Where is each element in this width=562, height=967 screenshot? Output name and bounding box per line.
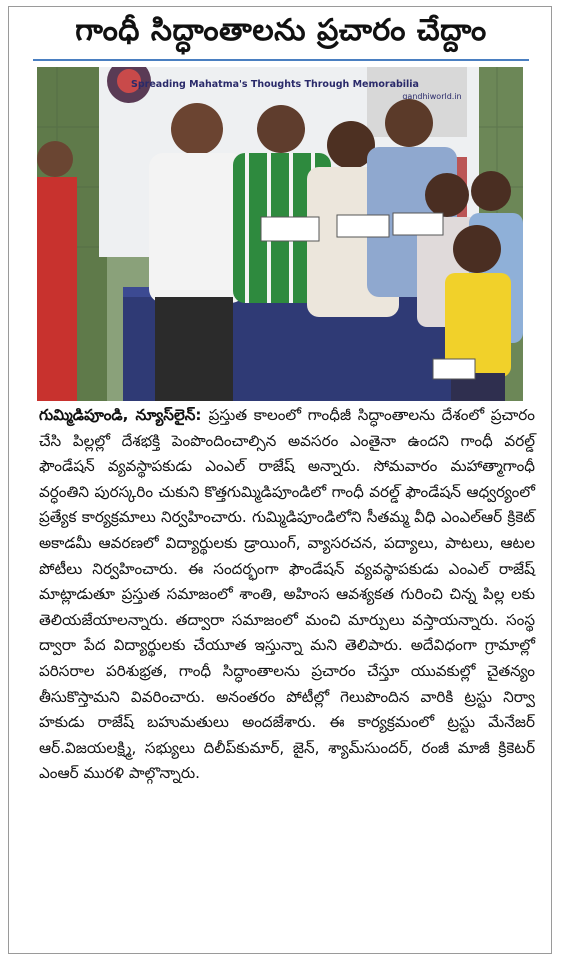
headline-rule <box>33 59 529 61</box>
news-photo <box>37 67 523 401</box>
dateline: గుమ్మిడిపూండి, న్యూస్‌లైన్: <box>39 406 209 424</box>
article-clipping <box>8 6 552 954</box>
photo-illustration <box>37 67 523 401</box>
headline: గాంధీ సిద్ధాంతాలను ప్రచారం చేద్దాం <box>75 13 487 48</box>
banner-text: Spreading Mahatma's Thoughts Through Memorabilia <box>131 79 419 90</box>
banner-url: gandhiworld.in <box>402 92 462 101</box>
article-body: ప్రస్తుత కాలంలో గాంధీజీ సిద్ధాంతాలను దేశంలో ప్రచారం చేసి పిల్లల్లో దేశభక్తి పెంపొందించాల్సిన అవసరం ఎంతైనా ఉందని గాంధీ వరల్డ్ ఫౌండేషన్ వ్యవస్థాపకుడు ఎంఎల్ రాజేష్ అన్నారు. సోమవారం మహాత్మాగాంధీ వర్ధంతిని పురస్కరిం చుకుని కొత్తగుమ్మిడిపూండిలో గాంధీ వరల్డ్ ఫౌండేషన్ ఆధ్వర్యంలో ప్రత్యేక కార్యక్రమాలు నిర్వహించారు. గుమ్మిడిపూండిలోని సీతమ్మ వీధి ఎంఎల్ఆర్ క్రికెట్ అకాడమీ ఆవరణలో విద్యార్థులకు డ్రాయింగ్, వ్యాసరచన, పద్యాలు, పాటలు, ఆటల పోటీలు నిర్వహించారు. ఈ సందర్భంగా ఫౌండేషన్ వ్యవస్థాపకుడు ఎంఎల్ రాజేష్ మాట్లాడుతూ ప్రస్తుత సమాజంలో శాంతి, అహింస ఆవశ్యకత గురించి చిన్న పిల్ల లకు తెలియజేయాలన్నారు. తద్వారా సమాజంలో మంచి మార్పులు వస్తాయన్నారు. సంస్థ ద్వారా పేద విద్యార్థులకు చేయూత ఇస్తున్నా మని తెలిపారు. అదేవిధంగా గ్రామాల్లో పరిసరాల పరిశుభ్రత, గాంధీ సిద్ధాంతాలను ప్రచారం చేస్తూ యువకుల్లో చైతన్యం తీసుకొస్తామని వివరించారు. అనంతరం పోటీల్లో గెలుపొందిన వారికి ట్రస్టు నిర్వా హకుడు రాజేష్ బహుమతులు అందజేశారు. ఈ కార్యక్రమంలో ట్రస్టు మేనేజర్ ఆర్.విజయలక్ష్మి, సభ్యులు దిలీప్‌కుమార్, జైన్, శ్యామ్‌సుందర్, రంజీ మాజీ క్రికెటర్ ఎంఆర్ మురళి పాల్గొన్నారు. <box>39 406 535 783</box>
article-text <box>39 403 535 787</box>
